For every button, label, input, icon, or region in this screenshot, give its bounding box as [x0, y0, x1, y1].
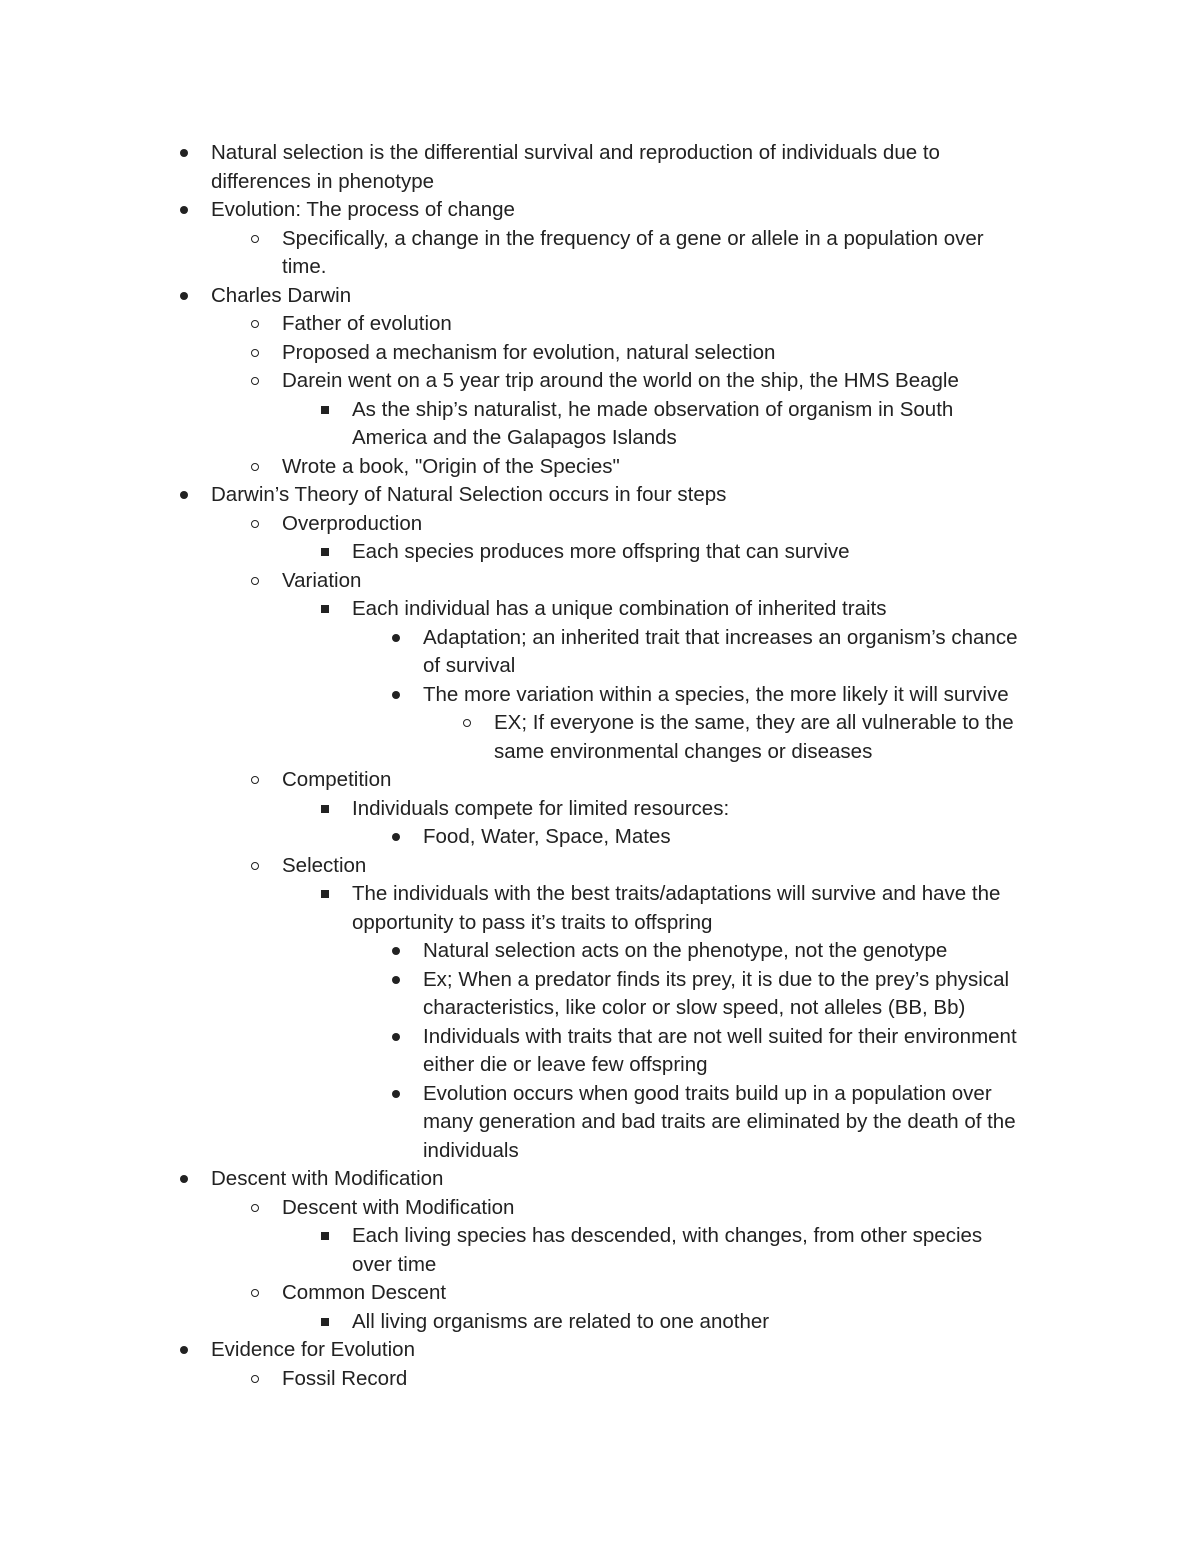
list-item-text: Food, Water, Space, Mates: [423, 825, 671, 848]
list-item-text: either die or leave few offspring: [423, 1053, 708, 1076]
list-item: [0, 795, 1200, 824]
list-item: [0, 481, 1200, 510]
list-item: [0, 1165, 1200, 1194]
list-item-text: All living organisms are related to one another: [352, 1309, 770, 1333]
document-page: [0, 139, 1200, 1393]
list-item: [0, 880, 1200, 937]
square-bullet-icon: [315, 396, 335, 425]
list-item: [0, 1023, 1200, 1080]
circle-bullet-icon: [245, 1194, 265, 1223]
list-item-text: individuals: [423, 1138, 519, 1162]
disc-bullet-icon: [386, 1080, 406, 1109]
list-item: [0, 453, 1200, 482]
disc-bullet-icon: [386, 1023, 406, 1052]
list-item-text: same environmental changes or diseases: [494, 739, 873, 763]
list-item: [0, 1080, 1200, 1166]
list-item-text: America and the Galapagos Islands: [352, 426, 677, 449]
list-item-text: Each living species has descended, with changes, from other species: [352, 1224, 983, 1247]
list-item-text: Natural selection acts on the phenotype, not the genotype: [423, 939, 948, 962]
list-item-text: time.: [282, 255, 327, 278]
list-item: [0, 139, 1200, 196]
list-item: [0, 1222, 1200, 1279]
list-item-text: The individuals with the best traits/adaptations will survive and have the: [352, 882, 1001, 905]
list-item-text: Charles Darwin: [211, 283, 352, 307]
disc-bullet-icon: [386, 681, 406, 710]
circle-bullet-icon: [245, 510, 265, 539]
list-item-text: Competition: [282, 768, 392, 791]
list-item-text: Descent with Modification: [282, 1195, 515, 1219]
disc-bullet-icon: [174, 481, 194, 510]
list-item: [0, 852, 1200, 881]
disc-bullet-icon: [386, 823, 406, 852]
list-item-text: opportunity to pass it’s traits to offspring: [352, 910, 713, 934]
circle-bullet-icon: [245, 766, 265, 795]
circle-bullet-icon: [245, 567, 265, 596]
circle-bullet-icon: [245, 1365, 265, 1394]
list-item-text: The more variation within a species, the more likely it will survive: [423, 682, 1009, 706]
disc-bullet-icon: [174, 1165, 194, 1194]
list-item-text: Variation: [282, 568, 362, 592]
list-item: [0, 624, 1200, 681]
list-item: [0, 339, 1200, 368]
list-item: [0, 766, 1200, 795]
list-item-text: many generation and bad traits are eliminated by the death of the: [423, 1110, 1016, 1133]
list-item-text: Ex; When a predator finds its prey, it is due to the prey’s physical: [423, 967, 1010, 991]
circle-bullet-icon: [457, 709, 477, 738]
list-item-text: Proposed a mechanism for evolution, natural selection: [282, 340, 776, 364]
list-item: [0, 225, 1200, 282]
circle-bullet-icon: [245, 852, 265, 881]
list-item: [0, 709, 1200, 766]
list-item: [0, 595, 1200, 624]
list-item-text: characteristics, like color or slow speed, not alleles (BB, Bb): [423, 996, 966, 1019]
list-item: [0, 567, 1200, 596]
list-item: [0, 681, 1200, 710]
list-item-text: Common Descent: [282, 1281, 447, 1304]
list-item-text: Each species produces more offspring that can survive: [352, 540, 850, 563]
square-bullet-icon: [315, 595, 335, 624]
disc-bullet-icon: [174, 196, 194, 225]
disc-bullet-icon: [386, 937, 406, 966]
list-item: [0, 310, 1200, 339]
list-item-text: Selection: [282, 853, 367, 877]
list-item-text: Fossil Record: [282, 1366, 408, 1390]
list-item: [0, 196, 1200, 225]
circle-bullet-icon: [245, 339, 265, 368]
circle-bullet-icon: [245, 225, 265, 254]
list-item: [0, 282, 1200, 311]
list-item: [0, 937, 1200, 966]
disc-bullet-icon: [174, 282, 194, 311]
circle-bullet-icon: [245, 310, 265, 339]
list-item-text: EX; If everyone is the same, they are all vulnerable to the: [494, 711, 1014, 734]
circle-bullet-icon: [245, 1279, 265, 1308]
list-item: [0, 1365, 1200, 1394]
list-item: [0, 367, 1200, 396]
list-item-text: Overproduction: [282, 511, 423, 535]
list-item: [0, 1279, 1200, 1308]
list-item-text: Adaptation; an inherited trait that increases an organism’s chance: [423, 625, 1018, 649]
list-item: [0, 966, 1200, 1023]
list-item-text: Each individual has a unique combination of inherited traits: [352, 597, 887, 620]
disc-bullet-icon: [174, 1336, 194, 1365]
list-item-text: Wrote a book, "Origin of the Species": [282, 454, 620, 478]
list-item-text: of survival: [423, 654, 516, 677]
circle-bullet-icon: [245, 367, 265, 396]
list-item: [0, 823, 1200, 852]
list-item-text: Natural selection is the differential survival and reproduction of individuals due to: [211, 141, 940, 164]
list-item-text: Father of evolution: [282, 312, 452, 335]
disc-bullet-icon: [386, 624, 406, 653]
list-item: [0, 396, 1200, 453]
square-bullet-icon: [315, 880, 335, 909]
circle-bullet-icon: [245, 453, 265, 482]
square-bullet-icon: [315, 1222, 335, 1251]
list-item-text: Darein went on a 5 year trip around the world on the ship, the HMS Beagle: [282, 369, 959, 392]
list-item: [0, 1308, 1200, 1337]
list-item-text: Specifically, a change in the frequency of a gene or allele in a population over: [282, 226, 984, 250]
disc-bullet-icon: [174, 139, 194, 168]
list-item: [0, 538, 1200, 567]
list-item-text: Individuals compete for limited resources:: [352, 796, 730, 820]
square-bullet-icon: [315, 1308, 335, 1337]
list-item-text: Individuals with traits that are not well suited for their environment: [423, 1024, 1017, 1048]
list-item-text: Descent with Modification: [211, 1167, 444, 1190]
list-item-text: As the ship’s naturalist, he made observation of organism in South: [352, 397, 954, 421]
square-bullet-icon: [315, 538, 335, 567]
list-item-text: Evolution: The process of change: [211, 198, 515, 221]
list-item-text: Evolution occurs when good traits build up in a population over: [423, 1081, 992, 1105]
list-item-text: Darwin’s Theory of Natural Selection occurs in four steps: [211, 483, 727, 506]
list-item-text: Evidence for Evolution: [211, 1338, 415, 1361]
list-item: [0, 1336, 1200, 1365]
disc-bullet-icon: [386, 966, 406, 995]
list-item-text: over time: [352, 1252, 437, 1276]
list-item-text: differences in phenotype: [211, 169, 435, 193]
square-bullet-icon: [315, 795, 335, 824]
list-item: [0, 510, 1200, 539]
list-item: [0, 1194, 1200, 1223]
